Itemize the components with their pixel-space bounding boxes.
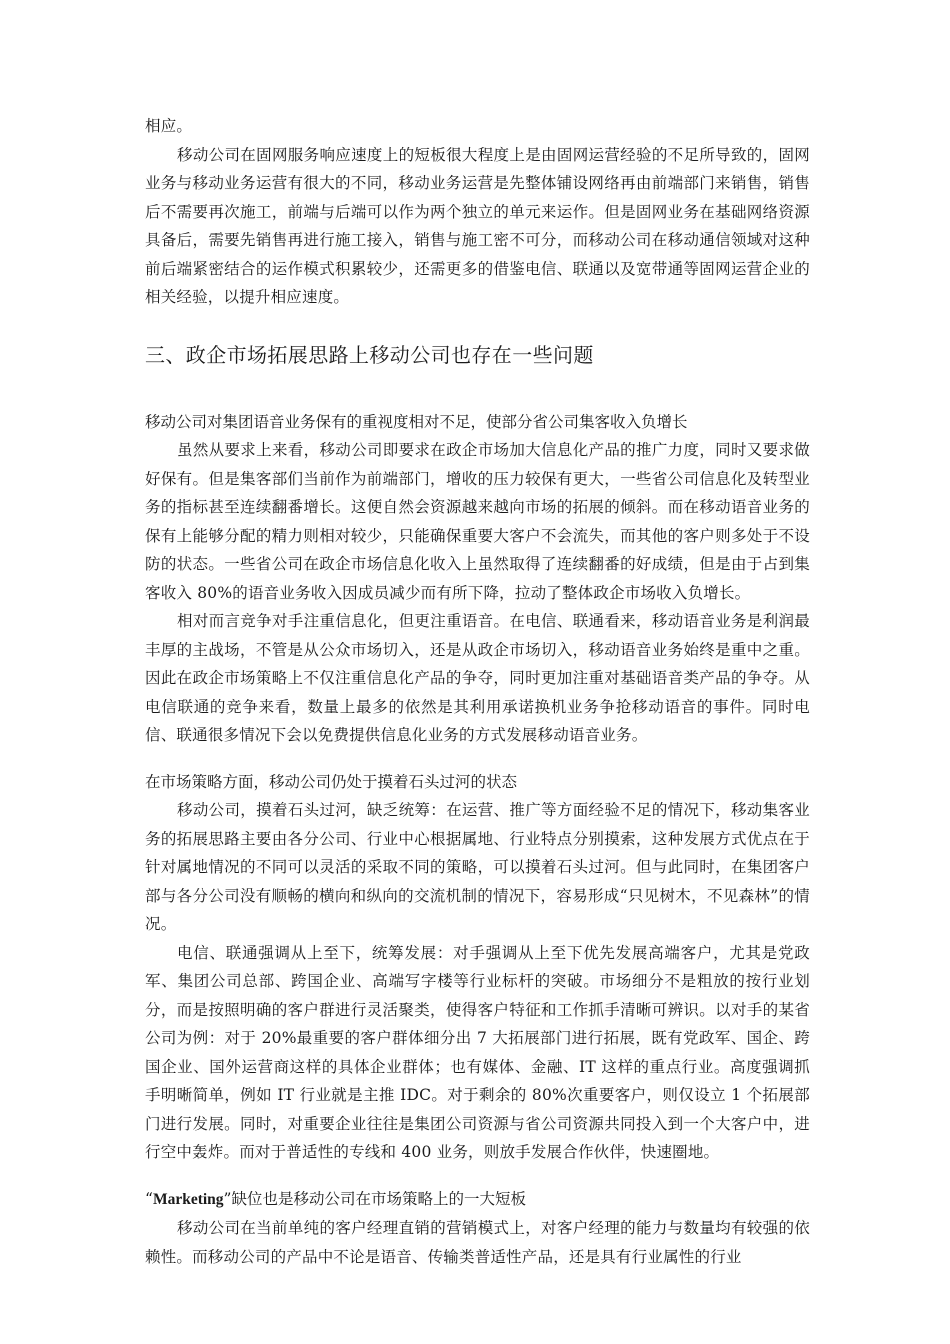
subheading-marketing-gap (145, 1185, 810, 1215)
subheading-marketing-word: Marketing (152, 1190, 224, 1208)
paragraph-competitor-topdown: 电信、联通强调从上至下，统筹发展：对手强调从上至下优先发展高端客户，尤其是党政军、集团公司总部、跨国企业、高端写字楼等行业标杆的突破。市场细分不是粗放的按行业划分，而是按照明确的客户群进行灵活聚类，使得客户特征和工作抓手清晰可辨识。以对手的某省公司为例：对于 20%最重要的客户群体细分出 7 大拓展部门进行拓展，既有党政军、国企、跨国企业、国外运营商这样的具体企业群体；也有媒体、金融、IT 这样的重点行业。高度强调抓手明晰简单，例如 IT 行业就是主推 IDC。对于剩余的 80%次重要客户，则仅设立 1 个拓展部门进行发展。同时，对重要企业往往是集团公司资源与省公司资源共同投入到一个大客户中，进行空中轰炸。而对于普适性的专线和 400 业务，则放手发展合作伙伴，快速圈地。 (145, 943, 810, 1161)
paragraph-fixed-network-speed: 移动公司在固网服务响应速度上的短板很大程度上是由固网运营经验的不足所导致的，固网业务与移动业务运营有很大的不同，移动业务运营是先整体铺设网络再由前端部门来销售，销售后不需要再次施工，前端与后端可以作为两个独立的单元来运作。但是固网业务在基础网络资源具备后，需要先销售再进行施工接入，销售与施工密不可分，而移动公司在移动通信领域对这种前后端紧密结合的运作模式积累较少，还需更多的借鉴电信、联通以及宽带通等固网运营企业的相关经验，以提升相应速度。 (145, 145, 810, 306)
paragraph-mobile-exploration: 移动公司，摸着石头过河，缺乏统筹：在运营、推广等方面经验不足的情况下，移动集客业务的拓展思路主要由各分公司、行业中心根据属地、行业特点分别摸索，这种发展方式优点在于针对属地情况的不同可以灵活的采取不同的策略，可以摸着石头过河。但与此同时，在集团客户部与各分公司没有顺畅的横向和纵向的交流机制的情况下，容易形成“只见树木，不见森林”的情况。 (145, 801, 810, 933)
subheading-market-strategy: 在市场策略方面，移动公司仍处于摸着石头过河的状态 (145, 772, 518, 791)
subheading-marketing-rest: ”缺位也是移动公司在市场策略上的一大短板 (223, 1189, 526, 1208)
subheading-voice-retention: 移动公司对集团语音业务保有的重视度相对不足，使部分省公司集客收入负增长 (145, 412, 688, 431)
subheading-quote-open: “ (145, 1189, 153, 1208)
paragraph-continuation: 相应。 (145, 117, 193, 135)
paragraph-retention-pressure: 虽然从要求上来看，移动公司即要求在政企市场加大信息化产品的推广力度，同时又要求做好保有。但是集客部们当前作为前端部门，增收的压力较保有更大，一些省公司信息化及转型业务的指标甚至连续翻番增长。这便自然会资源越来越向市场的拓展的倾斜。而在移动语音业务的保有上能够分配的精力则相对较少，只能确保重要大客户不会流失，而其他的客户则多处于不设防的状态。一些省公司在政企市场信息化收入上虽然取得了连续翻番的好成绩，但是由于占到集客收入 80%的语音业务收入因成员减少而有所下降，拉动了整体政企市场收入负增长。 (145, 441, 810, 602)
paragraph-direct-sales: 移动公司在当前单纯的客户经理直销的营销模式上，对客户经理的能力与数量均有较强的依赖性。而移动公司的产品中不论是语音、传输类普适性产品，还是具有行业属性的行业 (145, 1219, 810, 1266)
section-heading-3: 三、政企市场拓展思路上移动公司也存在一些问题 (145, 342, 594, 367)
paragraph-competitor-voice: 相对而言竞争对手注重信息化，但更注重语音。在电信、联通看来，移动语音业务是利润最丰厚的主战场，不管是从公众市场切入，还是从政企市场切入，移动语音业务始终是重中之重。因此在政企市场策略上不仅注重信息化产品的争夺，同时更加注重对基础语音类产品的争夺。从电信联通的竞争来看，数量上最多的依然是其利用承诺换机业务争抢移动语音的事件。同时电信、联通很多情况下会以免费提供信息化业务的方式发展移动语音业务。 (145, 612, 810, 744)
document-page (145, 112, 810, 1271)
